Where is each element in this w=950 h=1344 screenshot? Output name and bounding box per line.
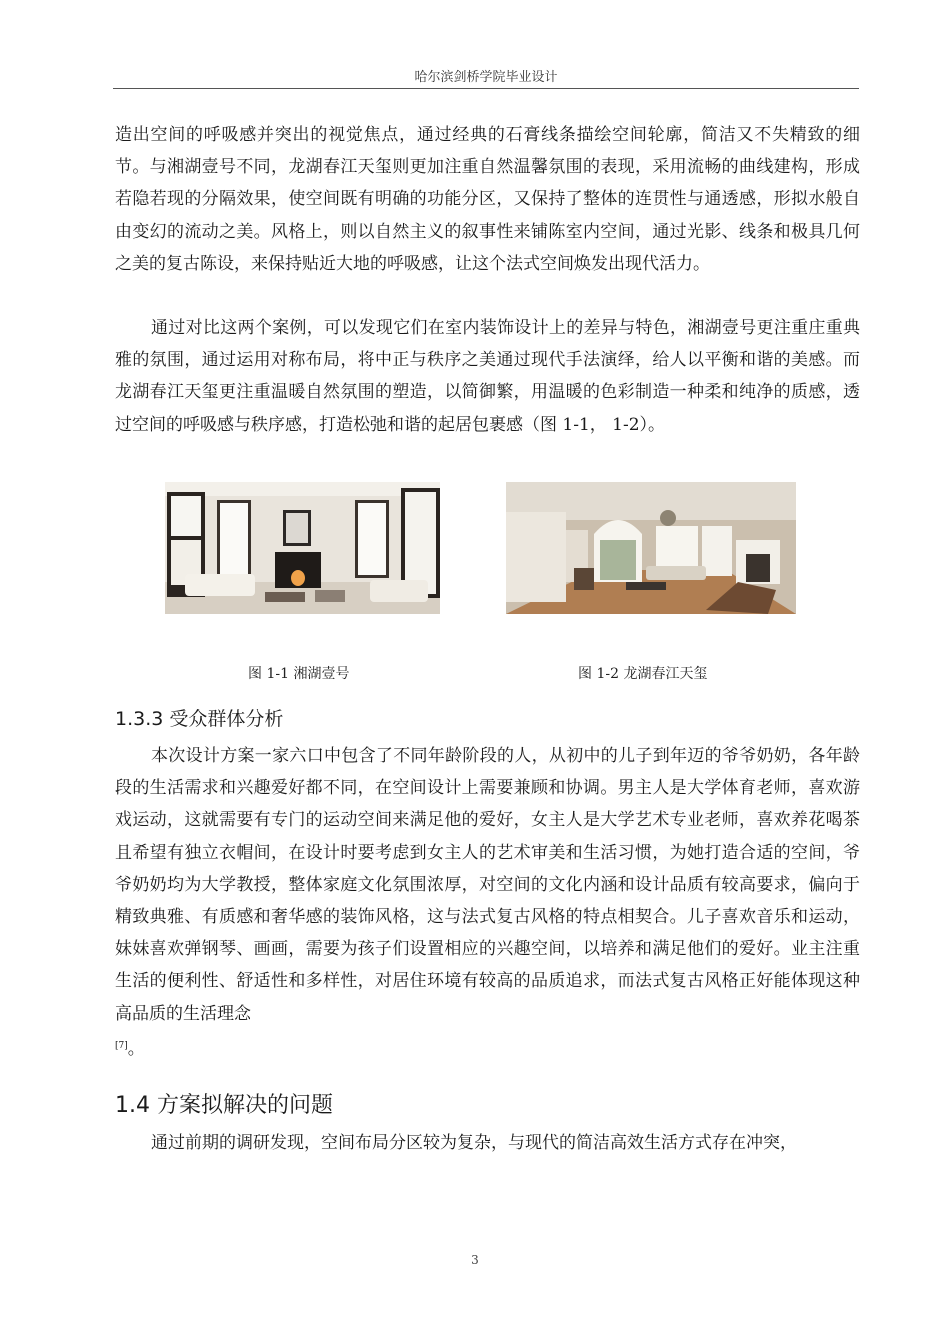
paragraph-2: 通过对比这两个案例，可以发现它们在室内装饰设计上的差异与特色，湘湖壹号更注重庄重典雅的氛围，通过运用对称布局，将中正与秩序之美通过现代手法演绎，给人以平衡和谐的美感。而龙湖春江天玺更注重温暖自然氛围的塑造，以简御繁，用温暖的色彩制造一种柔和纯净的质感，透过空间的呼吸感与秩序感，打造松弛和谐的起居包裹感（图 1-1， 1-2）。 [115,318,860,435]
page-number: 3 [471,1253,479,1267]
figure-1-1-image [165,482,440,614]
section-heading-1-4: 1.4 方案拟解决的问题 [115,1093,333,1118]
section-heading-1-3-3: 1.3.3 受众群体分析 [115,708,284,730]
page-header: 哈尔滨剑桥学院毕业设计 [414,70,558,85]
figure-1-2-image [506,482,796,614]
paragraph-3-text: 本次设计方案一家六口中包含了不同年龄阶段的人，从初中的儿子到年迈的爷爷奶奶，各年龄段的生活需求和兴趣爱好都不同，在空间设计上需要兼顾和协调。男主人是大学体育老师，喜欢游戏运动，这就需要有专门的运动空间来满足他的爱好，女主人是大学艺术专业老师，喜欢养花喝茶且希望有独立衣帽间，在设计时要考虑到女主人的艺术审美和生活习惯，为她打造合适的空间，爷爷奶奶均为大学教授，整体家庭文化氛围浓厚，对空间的文化内涵和设计品质有较高要求，偏向于精致典雅、有质感和奢华感的装饰风格，这与法式复古风格的特点相契合。儿子喜欢音乐和运动，妹妹喜欢弹钢琴、画画，需要为孩子们设置相应的兴趣空间，以培养和满足他们的爱好。业主注重生活的便利性、舒适性和多样性，对居住环境有较高的品质追求，而法式复古风格正好能体现这种高品质的生活理念 [115,746,860,1024]
figure-1-2-caption: 图 1-2 龙湖春江天玺 [578,666,708,682]
paragraph-3 [115,740,860,1065]
citation-7[interactable]: [7] [115,1040,128,1051]
figure-1-1-caption: 图 1-1 湘湖壹号 [248,666,350,682]
paragraph-1: 造出空间的呼吸感并突出的视觉焦点，通过经典的石膏线条描绘空间轮廓，简洁又不失精致的细节。与湘湖壹号不同，龙湖春江天玺则更加注重自然温馨氛围的表现，采用流畅的曲线建构，形成若隐若现的分隔效果，使空间既有明确的功能分区，又保持了整体的连贯性与通透感，形拟水般自由变幻的流动之美。风格上，则以自然主义的叙事性来铺陈室内空间，通过光影、线条和极具几何之美的复古陈设，来保持贴近大地的呼吸感，让这个法式空间焕发出现代活力。 [115,125,860,274]
paragraph-3-end: 。 [127,1038,145,1059]
paragraph-4: 通过前期的调研发现，空间布局分区较为复杂，与现代的简洁高效生活方式存在冲突， [151,1133,797,1153]
header-divider [113,88,859,89]
